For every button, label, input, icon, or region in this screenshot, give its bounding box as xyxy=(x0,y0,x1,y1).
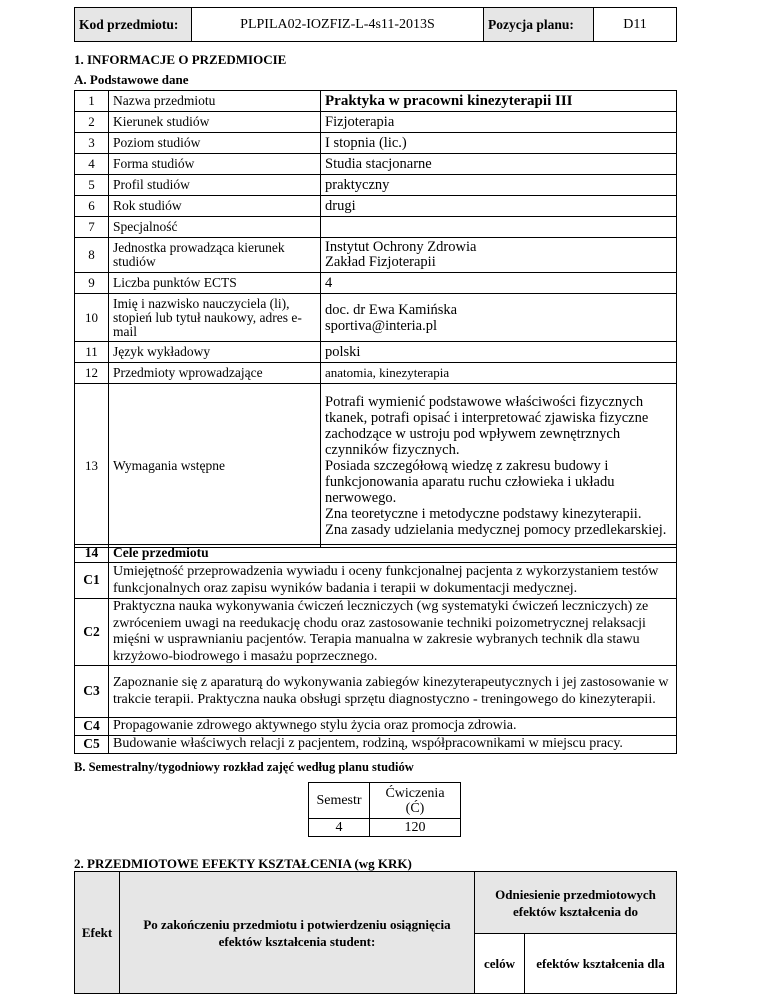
table-row xyxy=(75,217,677,238)
section-a-title: A. Podstawowe dane xyxy=(74,72,189,87)
row-label: Liczba punktów ECTS xyxy=(109,273,321,294)
goals-column-header: celów xyxy=(475,934,525,994)
row-value: Instytut Ochrony Zdrowia Zakład Fizjoterapii xyxy=(321,238,677,273)
row-number: 2 xyxy=(75,112,109,133)
hours-value: 120 xyxy=(370,819,461,837)
table-row xyxy=(75,666,677,718)
row-label: Nazwa przedmiotu xyxy=(109,91,321,112)
table-row xyxy=(75,342,677,363)
table-row xyxy=(309,819,461,837)
effect-description-header: Po zakończeniu przedmiotu i potwierdzeniu osiągnięcia efektów kształcenia student: xyxy=(120,872,475,994)
exercises-label: Ćwiczenia xyxy=(385,785,445,801)
exercises-abbr: (Ć) xyxy=(405,800,425,816)
code-label: Kod przedmiotu: xyxy=(75,8,192,42)
table-row xyxy=(75,363,677,384)
row-label: Wymagania wstępne xyxy=(109,384,321,548)
goals-number: 14 xyxy=(75,545,109,563)
row-number: 3 xyxy=(75,133,109,154)
goal-code: C2 xyxy=(75,599,109,666)
table-row xyxy=(75,384,677,548)
row-label: Rok studiów xyxy=(109,196,321,217)
basic-data-table xyxy=(74,90,677,548)
table-row xyxy=(75,196,677,217)
row-number: 13 xyxy=(75,384,109,548)
table-row xyxy=(75,238,677,273)
row-number: 6 xyxy=(75,196,109,217)
table-row xyxy=(75,736,677,754)
outcomes-column-header: efektów kształcenia dla xyxy=(525,934,677,994)
row-label: Imię i nazwisko nauczyciela (li), stopień lub tytuł naukowy, adres e-mail xyxy=(109,294,321,342)
prerequisites-value: Potrafi wymienić podstawowe właściwości fizycznych tkanek, potrafi opisać i interpretować zjawiska fizyczne zachodzące w ustroju pod wpływem zewnętrznych czynników fizycznych. Posiada szczegółową wiedzę z zakresu budowy i funkcjonowania aparatu ruchu człowieka i układu nerwowego. Zna teoretyczne i metodyczne podstawy kinezyterapii. Zna zasady udzielania medycznej pomocy przedlekarskiej. xyxy=(321,384,677,548)
row-label: Kierunek studiów xyxy=(109,112,321,133)
section-1-title: 1. INFORMACJE O PRZEDMIOCIE xyxy=(74,52,287,67)
table-row xyxy=(75,91,677,112)
table-row xyxy=(75,112,677,133)
table-row xyxy=(75,718,677,736)
table-row xyxy=(75,563,677,599)
table-row xyxy=(75,599,677,666)
row-value: Studia stacjonarne xyxy=(321,154,677,175)
row-number: 9 xyxy=(75,273,109,294)
goals-title: Cele przedmiotu xyxy=(109,545,677,563)
row-value: polski xyxy=(321,342,677,363)
semester-header: Semestr xyxy=(309,783,370,819)
table-row xyxy=(309,783,461,819)
reference-header: Odniesienie przedmiotowych efektów kształcenia do xyxy=(475,872,677,934)
effects-table xyxy=(74,871,677,994)
goal-text: Umiejętność przeprowadzenia wywiadu i oceny funkcjonalnej pacjenta z wykorzystaniem testów funkcjonalnych oraz zapisu wyników badania i terapii w dokumentacji medycznej. xyxy=(109,563,677,599)
effect-header: Efekt xyxy=(75,872,120,994)
row-label: Jednostka prowadząca kierunek studiów xyxy=(109,238,321,273)
code-value: PLPILA02-IOZFIZ-L-4s11-2013S xyxy=(192,8,484,42)
table-row xyxy=(75,273,677,294)
table-row xyxy=(75,294,677,342)
goals-table xyxy=(74,544,677,754)
goal-code: C4 xyxy=(75,718,109,736)
row-value: anatomia, kinezyterapia xyxy=(321,363,677,384)
row-label: Przedmioty wprowadzające xyxy=(109,363,321,384)
row-value: I stopnia (lic.) xyxy=(321,133,677,154)
row-value: 4 xyxy=(321,273,677,294)
position-label: Pozycja planu: xyxy=(484,8,594,42)
header-table xyxy=(74,7,677,42)
goal-code: C3 xyxy=(75,666,109,718)
goal-text: Zapoznanie się z aparaturą do wykonywania zabiegów kinezyterapeutycznych i jej zastosowanie w trakcie terapii. Praktyczna nauka obsługi sprzętu diagnostyczno - treningowego do kinezyterapii. xyxy=(109,666,677,718)
goal-code: C1 xyxy=(75,563,109,599)
row-number: 7 xyxy=(75,217,109,238)
table-row xyxy=(75,872,677,934)
section-2-title: 2. PRZEDMIOTOWE EFEKTY KSZTAŁCENIA (wg KRK) xyxy=(74,856,412,871)
row-value: Fizjoterapia xyxy=(321,112,677,133)
row-label: Forma studiów xyxy=(109,154,321,175)
row-label: Specjalność xyxy=(109,217,321,238)
row-number: 1 xyxy=(75,91,109,112)
table-row xyxy=(75,175,677,196)
row-label: Profil studiów xyxy=(109,175,321,196)
goal-text: Praktyczna nauka wykonywania ćwiczeń leczniczych (wg systematyki ćwiczeń leczniczych) ze zwróceniem uwagi na reedukację chodu oraz zastosowanie techniki poizometrycznej relaksacji mięśni w usprawnianiu pacjentów. Terapia manualna w zakresie wybranych technik dla stawu krzyżowo-biodrowego i masażu poprzecznego. xyxy=(109,599,677,666)
table-row xyxy=(75,545,677,563)
row-number: 11 xyxy=(75,342,109,363)
row-value: drugi xyxy=(321,196,677,217)
table-row xyxy=(75,133,677,154)
semester-value: 4 xyxy=(309,819,370,837)
row-number: 8 xyxy=(75,238,109,273)
exercises-header xyxy=(370,783,461,819)
teacher-value: doc. dr Ewa Kamińska sportiva@interia.pl xyxy=(321,294,677,342)
row-value xyxy=(321,217,677,238)
row-label: Język wykładowy xyxy=(109,342,321,363)
goal-text: Budowanie właściwych relacji z pacjentem, rodziną, współpracownikami w miejscu pracy. xyxy=(109,736,677,754)
row-number: 12 xyxy=(75,363,109,384)
position-value: D11 xyxy=(594,8,677,42)
row-value: praktyczny xyxy=(321,175,677,196)
schedule-table xyxy=(308,782,461,837)
row-number: 10 xyxy=(75,294,109,342)
row-label: Poziom studiów xyxy=(109,133,321,154)
row-number: 5 xyxy=(75,175,109,196)
goal-code: C5 xyxy=(75,736,109,754)
goal-text: Propagowanie zdrowego aktywnego stylu życia oraz promocja zdrowia. xyxy=(109,718,677,736)
course-name: Praktyka w pracowni kinezyterapii III xyxy=(321,91,677,112)
row-number: 4 xyxy=(75,154,109,175)
table-row xyxy=(75,154,677,175)
section-b-title: B. Semestralny/tygodniowy rozkład zajęć według planu studiów xyxy=(74,760,414,774)
